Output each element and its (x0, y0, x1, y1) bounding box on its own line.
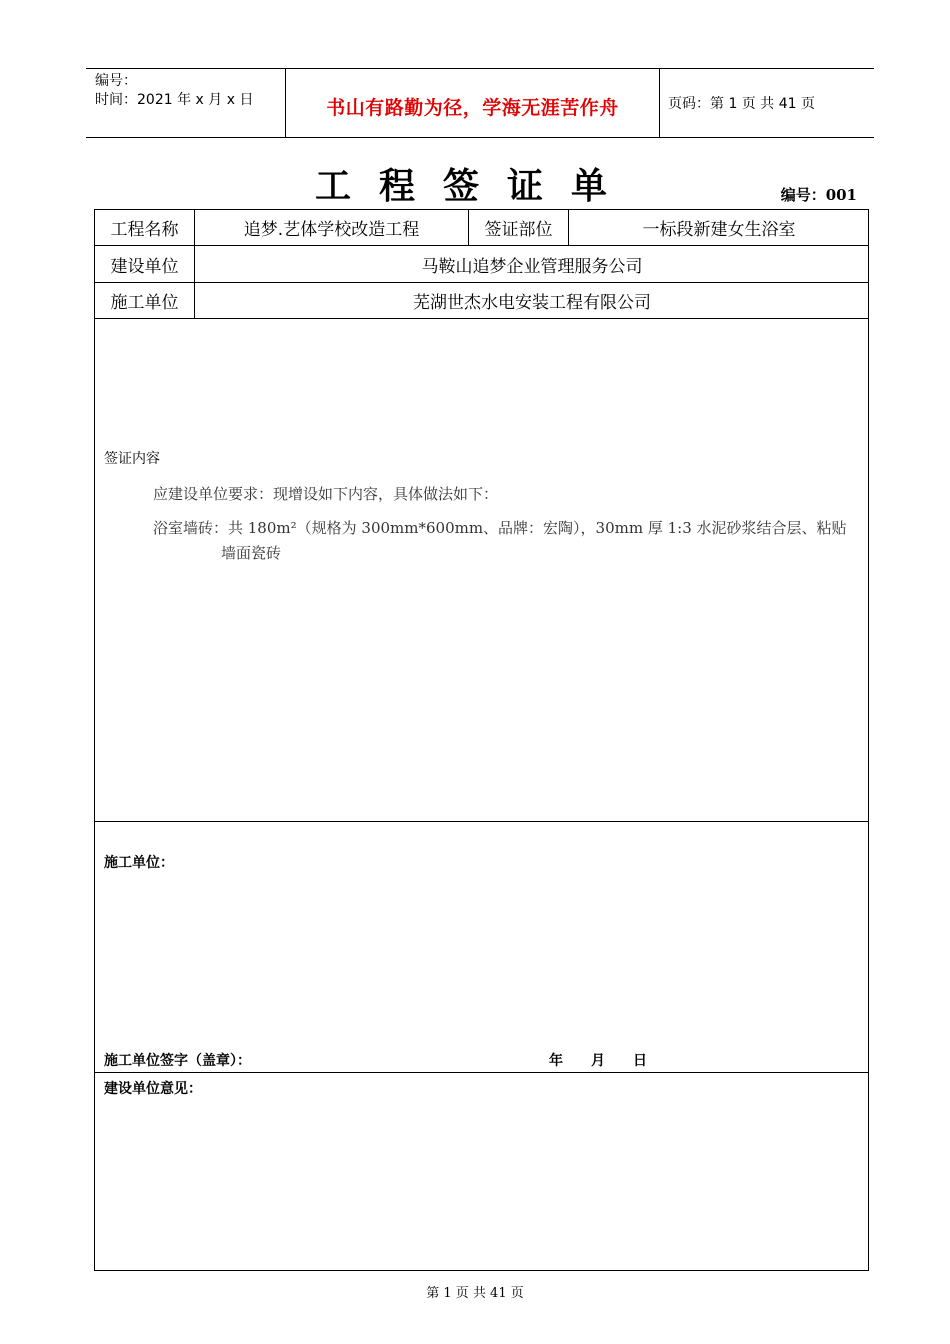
motto-text: 书山有路勤为径，学海无涯苦作舟 (326, 97, 619, 119)
date-day: 日 (633, 1053, 647, 1069)
row-divider (95, 1072, 868, 1073)
builder-opinion-label: 建设单位意见： (104, 1081, 202, 1097)
row-divider (95, 821, 868, 822)
date-year: 年 (549, 1053, 563, 1069)
visa-location-value: 一标段新建女生浴室 (642, 220, 796, 240)
project-name-value: 追梦.艺体学校改造工程 (243, 220, 420, 240)
date-month: 月 (591, 1053, 605, 1069)
contractor-label: 施工单位 (110, 293, 179, 313)
page-footer: 第 1 页 共 41 页 (426, 1286, 524, 1301)
visa-form (94, 209, 869, 1271)
contractor-value: 芜湖世杰水电安装工程有限公司 (413, 293, 651, 313)
header-right-cell (659, 69, 874, 137)
header-motto-cell (285, 69, 660, 137)
number-label: 编号： (95, 73, 137, 89)
visa-content-label: 签证内容 (104, 451, 160, 467)
project-name-label: 工程名称 (110, 220, 179, 240)
content-line-2: 浴室墙砖：共 180m²（规格为 300mm*600mm、品牌：宏陶），30mm 厚 1:3 水泥砂浆结合层、粘贴 (153, 519, 847, 537)
page-title: 工程签证单 (314, 165, 635, 207)
builder-label: 建设单位 (110, 256, 179, 277)
content-line-1: 应建设单位要求：现增设如下内容，具体做法如下： (153, 485, 499, 503)
page-info: 页码：第 1 页 共 41 页 (668, 96, 815, 112)
row-divider (95, 318, 868, 319)
contractor-section-label: 施工单位： (104, 855, 174, 871)
time-label: 时间：2021 年 x 月 x 日 (95, 92, 254, 108)
document-number: 编号：001 (780, 186, 857, 204)
content-line-3: 墙面瓷砖 (221, 544, 282, 562)
page-header (86, 68, 874, 138)
contractor-signature-label: 施工单位签字（盖章）： (104, 1053, 251, 1069)
visa-location-label: 签证部位 (484, 220, 553, 240)
header-left-cell (86, 69, 285, 137)
builder-value: 马鞍山追梦企业管理服务公司 (421, 256, 643, 277)
